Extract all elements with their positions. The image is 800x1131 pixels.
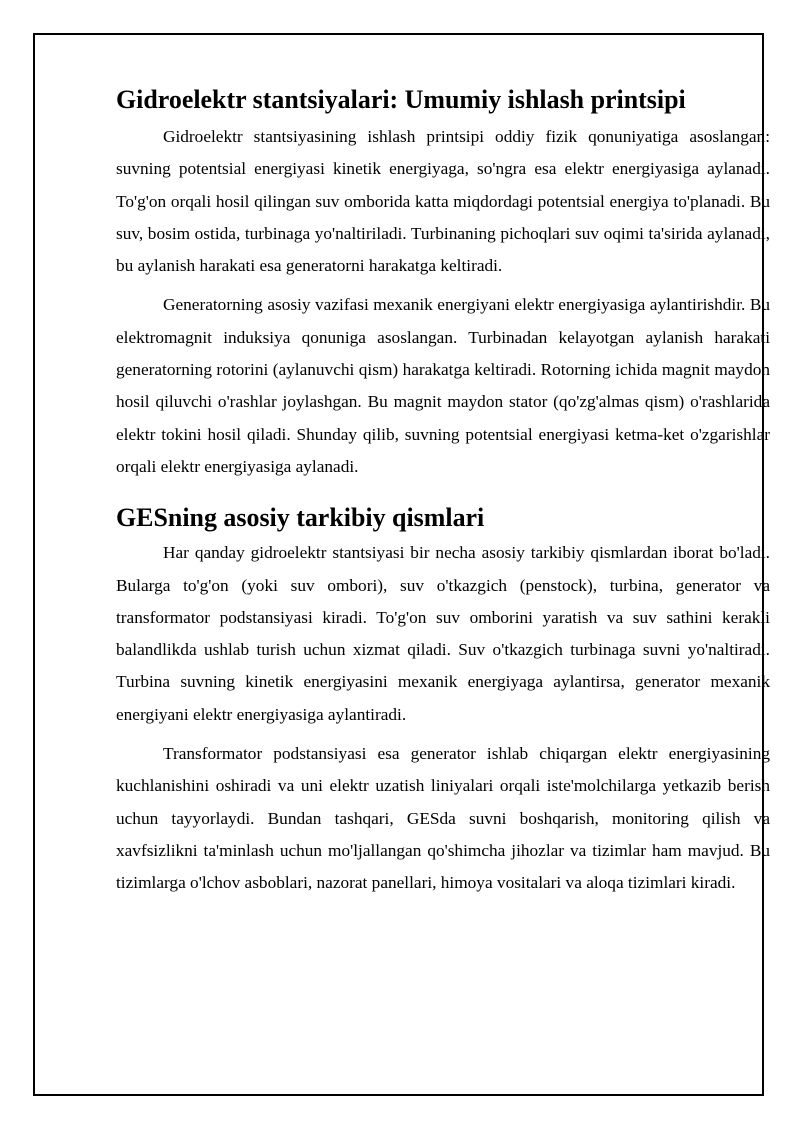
paragraph: Transformator podstansiyasi esa generator ishlab chiqargan elektr energiyasining kuchlanishini oshiradi va uni elektr uzatish liniyalari orqali iste'molchilarga yetkazib berish uchun tayyorlaydi. Bundan tashqari, GESda suvni boshqarish, monitoring qilish va xavfsizlikni ta'minlash uchun mo'ljallangan qo'shimcha jihozlar va tizimlar ham mavjud. Bu tizimlarga o'lchov asboblari, nazorat panellari, himoya vositalari va aloqa tizimlari kiradi.	[116, 744, 770, 893]
document-body	[116, 86, 770, 907]
section-heading-working-principle: Gidroelektr stantsiyalari: Umumiy ishlash printsipi	[116, 85, 686, 114]
paragraph: Gidroelektr stantsiyasining ishlash printsipi oddiy fizik qonuniyatiga asoslangan: suvning potentsial energiyasi kinetik energiyaga, so'ngra esa elektr energiyasiga aylanadi. To'g'on orqali hosil qilingan suv omborida katta miqdordagi potentsial energiya to'planadi. Bu suv, bosim ostida, turbinaga yo'naltiriladi. Turbinaning pichoqlari suv oqimi ta'sirida aylanadi, bu aylanish harakati esa generatorni harakatga keltiradi.	[116, 127, 770, 276]
section-heading-components: GESning asosiy tarkibiy qismlari	[116, 503, 485, 533]
paragraph: Har qanday gidroelektr stantsiyasi bir necha asosiy tarkibiy qismlardan iborat bo'ladi. Bularga to'g'on (yoki suv ombori), suv o'tkazgich (penstock), turbina, generator va transformator podstansiyasi kiradi. To'g'on suv omborini yaratish va suv sathini kerakli balandlikda ushlab turish uchun xizmat qiladi. Suv o'tkazgich turbinaga suvni yo'naltiradi. Turbina suvning kinetik energiyasini mexanik energiyaga aylantirsa, generator mexanik energiyani elektr energiyasiga aylantiradi.	[116, 543, 770, 724]
paragraph: Generatorning asosiy vazifasi mexanik energiyani elektr energiyasiga aylantirishdir. Bu elektromagnit induksiya qonuniga asoslangan. Turbinadan kelayotgan aylanish harakati generatorning rotorini (aylanuvchi qism) harakatga keltiradi. Rotorning ichida magnit maydon hosil qiluvchi o'rashlar joylashgan. Bu magnit maydon stator (qo'zg'almas qism) o'rashlarida elektr tokini hosil qiladi. Shunday qilib, suvning potentsial energiyasi ketma-ket o'zgarishlar orqali elektr energiyasiga aylanadi.	[116, 295, 770, 476]
